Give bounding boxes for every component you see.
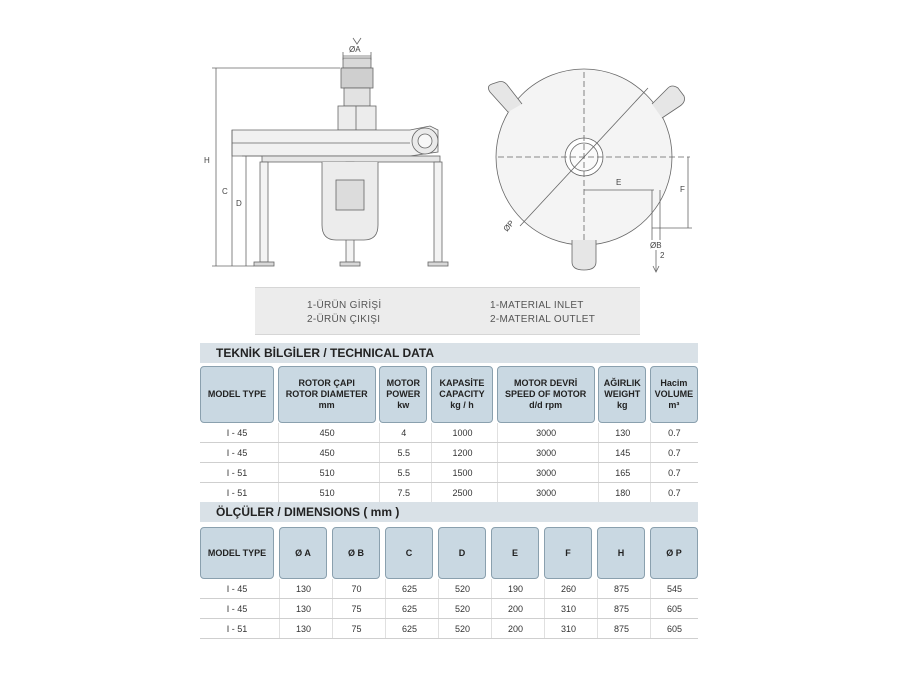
table-cell: 4: [379, 423, 427, 442]
table-cell: 130: [598, 423, 646, 442]
table-cell: 545: [650, 579, 698, 598]
table-cell: 145: [598, 443, 646, 462]
table-cell: 625: [385, 619, 433, 638]
header-cell: Ø P: [650, 527, 698, 579]
header-motor-speed: MOTOR DEVRİ SPEED OF MOTOR d/d rpm: [497, 366, 595, 423]
table-cell: 190: [491, 579, 539, 598]
dim-label-e: E: [616, 178, 622, 187]
dim-label-f: F: [680, 185, 685, 194]
dim-label-c: C: [222, 187, 228, 196]
table-cell: 5.5: [379, 463, 427, 482]
legend-english: [490, 299, 595, 327]
dim-label-oa: ØA: [349, 45, 361, 54]
table-cell: 0.7: [650, 423, 698, 442]
table-cell: 180: [598, 483, 646, 502]
table-cell: I - 51: [226, 487, 248, 498]
table-cell: 625: [385, 599, 433, 618]
header-cell: F: [544, 527, 592, 579]
table-cell: 0.7: [650, 463, 698, 482]
dim-label-d: D: [236, 199, 242, 208]
table-cell: I - 51: [226, 623, 248, 634]
table-row: [200, 463, 698, 483]
table-cell: 310: [544, 599, 592, 618]
table-cell: 450: [278, 443, 376, 462]
table-cell: I - 45: [226, 447, 248, 458]
table-cell: 130: [279, 599, 327, 618]
outlet-number: 2: [660, 251, 665, 260]
table-row: [200, 599, 698, 619]
dim-label-h: H: [204, 156, 210, 165]
table-row: [200, 619, 698, 639]
header-cell: Ø B: [332, 527, 380, 579]
table-cell: 310: [544, 619, 592, 638]
table-cell: 75: [332, 619, 380, 638]
header-volume: Hacim VOLUME m³: [650, 366, 698, 423]
header-cell: E: [491, 527, 539, 579]
header-model-type: MODEL TYPE: [200, 366, 274, 423]
legend-item: 2-ÜRÜN ÇIKIŞI: [307, 314, 381, 325]
table-cell: 0.7: [650, 443, 698, 462]
table-cell: 0.7: [650, 483, 698, 502]
technical-data-table: [200, 366, 698, 503]
dim-label-ob: ØB: [650, 241, 662, 250]
table-cell: I - 51: [226, 467, 248, 478]
table-cell: 130: [279, 579, 327, 598]
header-capacity: KAPASİTE CAPACITY kg / h: [431, 366, 493, 423]
header-motor-power: MOTOR POWER kw: [379, 366, 427, 423]
table-cell: 3000: [497, 463, 595, 482]
table-row: [200, 443, 698, 463]
side-view: [212, 38, 448, 266]
table-row: [200, 423, 698, 443]
header-rotor-diameter: ROTOR ÇAPI ROTOR DIAMETER mm: [278, 366, 376, 423]
table-cell: 1200: [431, 443, 493, 462]
table-cell: 3000: [497, 423, 595, 442]
table-row: [200, 579, 698, 599]
table-cell: 875: [597, 579, 645, 598]
table-cell: 75: [332, 599, 380, 618]
header-cell: D: [438, 527, 486, 579]
table-header-row: [200, 366, 698, 423]
table-cell: 165: [598, 463, 646, 482]
table-cell: 625: [385, 579, 433, 598]
table-cell: 605: [650, 619, 698, 638]
dimensions-table: [200, 527, 698, 639]
table-row: [200, 483, 698, 503]
table-cell: I - 45: [226, 583, 248, 594]
table-cell: 200: [491, 599, 539, 618]
technical-data-title: TEKNİK BİLGİLER / TECHNICAL DATA: [200, 343, 698, 363]
table-cell: 450: [278, 423, 376, 442]
header-cell: MODEL TYPE: [200, 527, 274, 579]
table-cell: 200: [491, 619, 539, 638]
table-cell: I - 45: [226, 603, 248, 614]
table-cell: 5.5: [379, 443, 427, 462]
table-cell: 260: [544, 579, 592, 598]
table-cell: 1500: [431, 463, 493, 482]
legend-item: 1-ÜRÜN GİRİŞİ: [307, 300, 382, 311]
header-cell: H: [597, 527, 645, 579]
technical-drawing: [0, 0, 900, 285]
table-cell: 520: [438, 579, 486, 598]
dim-label-op: ØP: [501, 218, 516, 234]
legend-item: 2-MATERIAL OUTLET: [490, 314, 596, 325]
header-cell: C: [385, 527, 433, 579]
table-header-row: [200, 527, 698, 579]
header-weight: AĞIRLIK WEIGHT kg: [598, 366, 646, 423]
table-cell: 510: [278, 483, 376, 502]
table-cell: 130: [279, 619, 327, 638]
table-cell: 520: [438, 599, 486, 618]
table-cell: I - 45: [226, 427, 248, 438]
table-cell: 1000: [431, 423, 493, 442]
legend-box: [255, 287, 640, 335]
table-cell: 875: [597, 599, 645, 618]
legend-turkish: [307, 299, 381, 327]
table-cell: 2500: [431, 483, 493, 502]
table-cell: 520: [438, 619, 486, 638]
dimensions-title: ÖLÇÜLER / DIMENSIONS ( mm ): [200, 502, 698, 522]
table-cell: 3000: [497, 443, 595, 462]
table-cell: 605: [650, 599, 698, 618]
table-cell: 875: [597, 619, 645, 638]
table-cell: 510: [278, 463, 376, 482]
table-cell: 7.5: [379, 483, 427, 502]
header-cell: Ø A: [279, 527, 327, 579]
table-cell: 70: [332, 579, 380, 598]
legend-item: 1-MATERIAL INLET: [490, 300, 584, 311]
table-cell: 3000: [497, 483, 595, 502]
